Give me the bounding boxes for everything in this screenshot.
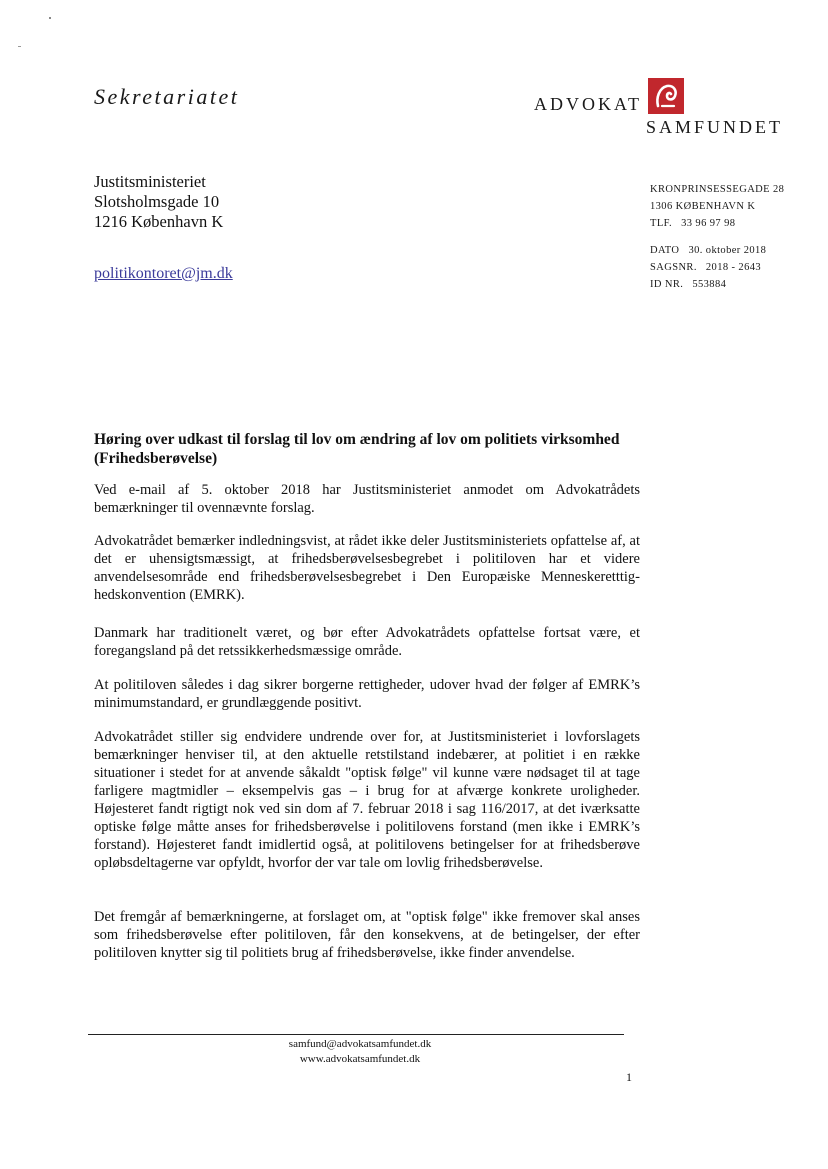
body-paragraph: Ved e-mail af 5. oktober 2018 har Justitsministeriet anmodet om Advokatrådets bemærkninger til ovennævnte forslag. [94,482,640,516]
id-value: 553884 [692,279,727,290]
recipient-street: Slotsholmsgade 10 [94,192,220,211]
recipient-city: 1216 København K [94,212,224,231]
body-paragraph: Advokatrådet bemærker indledningsvist, at rådet ikke deler Justitsministeriets opfattelse af, at det er uhensigtsmæssigt, at frihedsberøvelsesbegrebet i politiloven har et videre anvendelsesområde end frihedsberøvelsesbegrebet i Den Europæiske Menneskeretttig-hedskonvention (EMRK). [94,533,640,603]
case-label: SAGSNR. [650,262,697,273]
sender-info-block [650,181,784,293]
date-value: 30. oktober 2018 [688,245,767,256]
footer-web-link[interactable]: www.advokatsamfundet.dk [299,1053,421,1065]
body-paragraph: At politiloven således i dag sikrer borgerne rettigheder, udover hvad der følger af EMRK’s minimumstandard, er grundlæggende positivt. [94,677,640,711]
advokatsamfundet-logo-icon [648,78,684,114]
case-number [650,259,784,276]
page-number: 1 [626,1070,632,1084]
sender-city: 1306 KØBENHAVN K [650,201,756,212]
recipient-name: Justitsministeriet [94,172,206,191]
department-name: Sekretariatet [94,84,240,109]
letter-date [650,242,784,259]
sender-phone [650,215,784,232]
scan-speck [49,17,51,19]
id-label: ID NR. [650,279,684,290]
body-paragraph: Det fremgår af bemærkningerne, at forslaget om, at "optisk følge" ikke fremover skal anses som frihedsberøvelse efter politiloven, får den konsekvens, at de betingelser, der efter politiloven knytter sig til politiets brug af frihedsberøvelse, ikke finder anvendelse. [94,909,640,961]
recipient-address [94,172,223,232]
case-value: 2018 - 2643 [705,262,762,273]
date-label: DATO [650,245,680,256]
letter-title: Høring over udkast til forslag til lov om ændring af lov om politiets virksomhed (Frihedsberøvelse) [94,431,620,467]
phone-label: TLF. [650,218,673,229]
footer-divider [88,1034,624,1035]
footer-email-link[interactable]: samfund@advokatsamfundet.dk [288,1038,432,1050]
scan-speck [18,46,21,47]
id-number [650,276,784,293]
logo-word-samfundet: SAMFUNDET [646,117,784,137]
logo-word-advokat: ADVOKAT [534,94,642,114]
body-paragraph: Advokatrådet stiller sig endvidere undrende over for, at Justitsministeriet i lovforslagets bemærkninger henviser til, at den aktuelle retstilstand indebærer, at politiet i en række situationer i stedet for at anvende såkaldt "optisk følge" vil kunne være nødsaget til at tage farligere magtmidler – eksempelvis gas – i brug for at afværge konkrete uroligheder. Højesteret fandt rigtigt nok ved sin dom af 7. februar 2018 i sag 116/2017, at det iværksatte optiske følge måtte anses for frihedsberøvelse i politilovens forstand (men ikke i EMRK’s forstand). Højesteret fandt imidlertid også, at politilovens betingelser for at frihedsberøve opløbsdeltagerne var opfyldt, hvorfor der var tale om lovlig frihedsberøvelse. [94,729,640,871]
phone-value: 33 96 97 98 [681,218,736,229]
recipient-email-link[interactable]: politikontoret@jm.dk [94,265,233,282]
body-paragraph: Danmark har traditionelt været, og bør efter Advokatrådets opfattelse fortsat være, et foregangsland på det retssikkerhedsmæssige område. [94,625,640,659]
sender-street: KRONPRINSESSEGADE 28 [650,184,785,195]
